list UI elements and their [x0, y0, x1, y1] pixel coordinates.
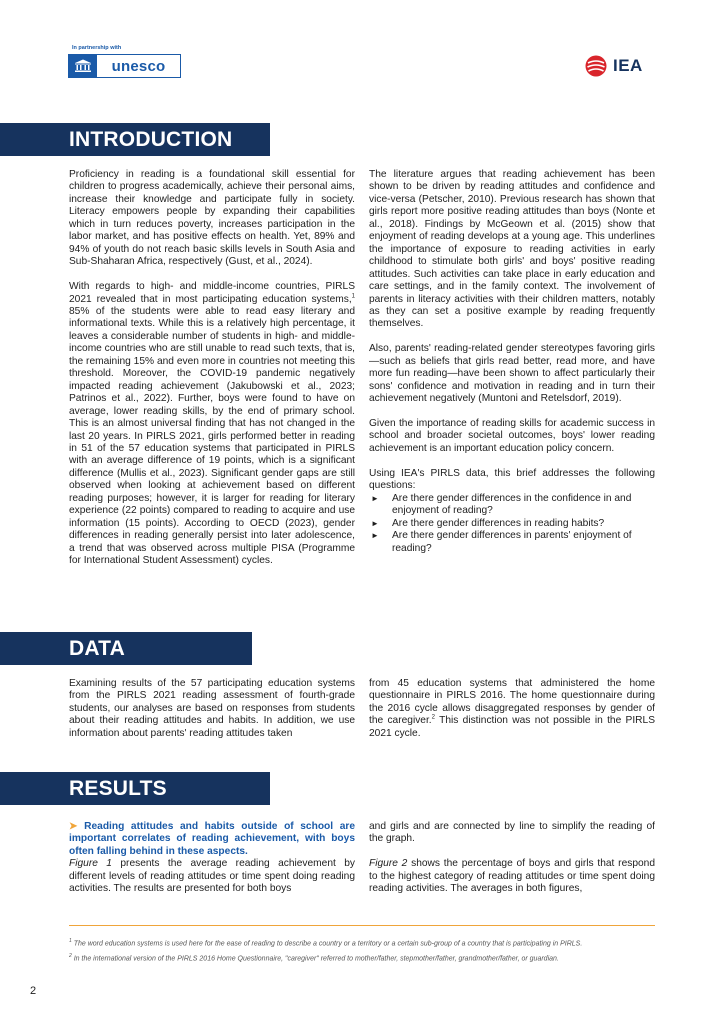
- partnership-label: In partnership with: [72, 45, 122, 51]
- intro-paragraph: Also, parents' reading-related gender stereotypes favoring girls—such as beliefs that girls read better, read more, and have more fun reading—have been shown to affect particularly their sons' confidence and motivation in reading and in turn their achievement negatively (Muntoni and Retelsdorf, 2019).: [369, 343, 655, 405]
- intro-paragraph: The literature argues that reading achievement has been shown to be driven by reading attitudes and confidence and vice-versa (Petscher, 2010). Previous research has shown that girls report more positive reading attitudes than boys (Nonte et al., 2018). Findings by McGeown et al. (2015) show that enjoyment of reading develops at a young age. This underlines the importance of exposure to reading activities in early childhood to stimulate both girls' and boys' positive reading attitudes. Such activities can take place in early education and care settings, and in the family context. The involvement of parents in literacy activities with their children matters, notably as they can set a positive example by reading frequently themselves.: [369, 169, 655, 330]
- list-item: ► Are there gender differences in reading habits?: [371, 517, 605, 529]
- footnotes: [69, 935, 659, 966]
- section-heading-introduction: INTRODUCTION: [0, 123, 270, 156]
- footnote: $^1$ The word education systems is used here for the ease of reading to describe a country or a territory or a certain sub-group of a country that is participating in PIRLS.: [69, 938, 583, 948]
- intro-paragraph: Using IEA's PIRLS data, this brief addresses the following questions:: [369, 467, 655, 492]
- questions-list: [369, 493, 655, 555]
- results-lead: ➤ Reading attitudes and habits outside of school are important correlates of reading achievement, with boys often falling behind in these aspects.: [69, 821, 355, 857]
- section-heading-data: DATA: [0, 632, 252, 665]
- iea-emblem-icon: [585, 55, 607, 77]
- data-paragraph: Examining results of the 57 participating education systems from the PIRLS 2021 reading assessment of fourth-grade students, our analyses are based on responses from students about their reading attitudes and habits. In addition, we use information about parents' reading attitudes taken: [69, 678, 355, 739]
- list-item: ► Are there gender differences in parents' enjoyment of reading?: [371, 530, 632, 554]
- footnote-ref: 1: [351, 293, 355, 300]
- arrow-right-icon: ➤: [69, 821, 78, 832]
- data-paragraph: from 45 education systems that administered the home questionnaire in PIRLS 2016. The home questionnaire during the 2016 cycle allows disaggregated responses by gender of the caregiver.$^2$ This distinction was not possible in the PIRLS 2021 cycle.: [369, 678, 655, 739]
- intro-paragraph: Given the importance of reading skills for academic success in school and broader societal outcomes, boys' lower reading achievement is an important education policy concern.: [369, 418, 655, 454]
- footnote: $^2$ In the international version of the PIRLS 2016 Home Questionnaire, "caregiver" referred to mother/father, stepmother/father, grandmother/father, or guardian.: [69, 953, 559, 963]
- data-right-column: [369, 678, 655, 740]
- intro-left-column: [69, 169, 355, 567]
- bullet-triangle-icon: ►: [371, 493, 379, 503]
- bullet-triangle-icon: ►: [371, 531, 379, 541]
- iea-logo: [585, 55, 643, 77]
- results-paragraph: Figure 1 presents the average reading achievement by different levels of reading attitudes or time spent doing reading activities. The results are presented for both boys: [69, 858, 356, 895]
- intro-right-column: [369, 169, 655, 555]
- section-heading-results: RESULTS: [0, 772, 270, 805]
- iea-wordmark: IEA: [613, 56, 643, 75]
- bullet-triangle-icon: ►: [371, 518, 379, 528]
- temple-icon: [69, 55, 97, 77]
- unesco-wordmark: unesco: [111, 57, 166, 75]
- data-left-column: [69, 678, 355, 740]
- results-paragraph: and girls and are connected by line to simplify the reading of the graph.: [369, 821, 655, 845]
- results-paragraph: Figure 2 shows the percentage of boys and girls that respond to the highest category of reading attitudes or time spent doing reading activities. The averages in both figures,: [369, 858, 655, 895]
- page-number: 2: [30, 985, 37, 997]
- results-left-column: [69, 821, 355, 896]
- list-item: ► Are there gender differences in the confidence in and enjoyment of reading?: [371, 492, 632, 517]
- unesco-logo: [68, 54, 181, 78]
- intro-paragraph: Proficiency in reading is a foundational skill essential for children to progress academically, achieve their personal aims, increase their knowledge and participate fully in society. Literacy empowers people by expanding their capabilities which in turn reduces poverty, increases participation in the labor market, and has positive effects on health. Yet, 89% and 94% of youth do not reach basic skills levels in South Asia and Sub-Shaharan Africa, respectively (Gust, et al., 2024).: [69, 169, 355, 268]
- footnote-divider: [69, 925, 655, 926]
- intro-paragraph: With regards to high- and middle-income countries, PIRLS 2021 revealed that in most participating education systems,$^1$ 85% of the students were able to read easy literary and informational texts. While this is a relatively high percentage, it leaves a considerable number of students in high- and middle-income countries who are still unable to read such texts, that is, the remaining 15% and even more in countries not meeting this threshold. Moreover, the COVID-19 pandemic negatively impacted reading achievement (Jakubowski et al., 2023; Patrinos et al., 2022). Further, boys were found to have on average, lower reading skills, by the end of primary school. This is an almost universal finding that has not changed in the last 20 years. In PIRLS 2021, girls performed better in reading in 51 of the 57 education systems that participated in PIRLS with an average difference of 19 points, which is a significant difference (Mullis et al., 2023). Significant gender gaps are still observed when looking at achievement based on different reading purposes; however, it is larger for reading for literary experience (22 points) compared to reading to acquire and use information (15 points). According to OECD (2023), gender differences in reading generally persist into later adolescence, a trend that was observed across multiple PISA (Programme for International Student Assessment) cycles.: [69, 281, 355, 567]
- results-right-column: [369, 821, 655, 896]
- footnote-ref: 2: [431, 714, 435, 721]
